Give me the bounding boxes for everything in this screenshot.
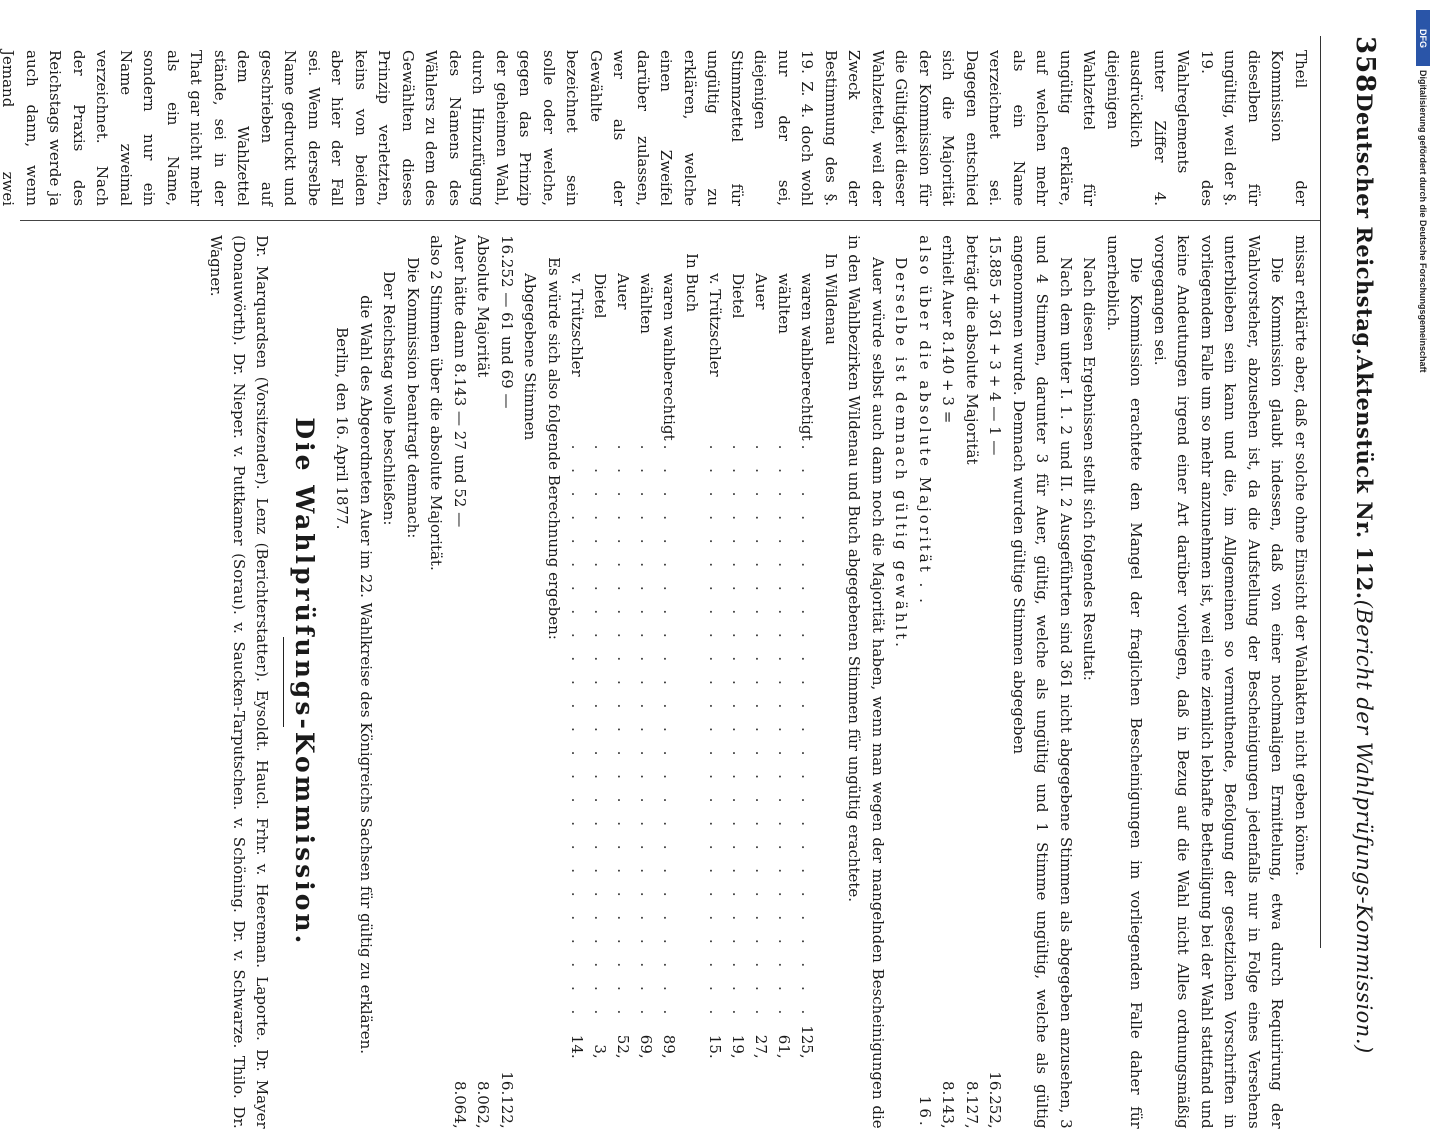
calculation-expression: also über die absolute Majorität . .: [916, 235, 934, 606]
vote-count: 15.: [706, 1034, 725, 1059]
motion-text: die Wahl des Abgeordneten Auer im 22. Wahlkreise des Königreichs Sachsen für gültig zu erklären.: [357, 295, 375, 1055]
calculation-value: 8.062,: [474, 1080, 493, 1129]
vote-label: Auer: [752, 273, 771, 310]
dfg-logo: DFG: [1416, 10, 1430, 66]
vote-count: 3,: [591, 1044, 609, 1059]
calculation-line: [983, 235, 1007, 1129]
vote-row: [796, 235, 819, 1129]
vote-label: wählten: [775, 273, 794, 334]
vote-row: [565, 235, 588, 1129]
leader-dots: . . . . . . . . . . . . . . . . . . . . . . . . .: [614, 444, 632, 1022]
vote-label: waren wahlberechtigt: [798, 273, 817, 441]
calculation-line: [936, 235, 960, 1129]
vote-count: 14.: [568, 1034, 586, 1059]
divider: [284, 637, 285, 727]
vote-row: [634, 235, 657, 1129]
leader-dots: . . . . . . . . . . . . . . . . . . . . . . . . .: [568, 444, 586, 1022]
paragraph: Die Kommission erachtete den Mangel der fraglichen Bescheinigungen im vorliegenden Falle daher für unerheblich.: [1104, 235, 1146, 1129]
calculation-expression: Absolute Majorität: [474, 235, 493, 378]
running-head: [1320, 36, 1380, 1054]
vote-count: 125,: [798, 1025, 817, 1059]
vote-count: 89,: [660, 1034, 678, 1059]
wildenau-vote-table: [704, 235, 819, 1129]
corner-mark: [0, 0, 22, 12]
vote-count: 69,: [637, 1034, 655, 1059]
leader-dots: . . . . . . . . . . . . . . . . . . . . . . . . .: [706, 444, 725, 1022]
paragraph: Die Kommission beantragt demnach:: [404, 257, 422, 539]
vote-row: [611, 235, 634, 1129]
calculation-expression: 16.252 — 61 und 69 —: [498, 235, 516, 409]
vote-count: 61,: [775, 1034, 794, 1059]
vote-count: 52,: [614, 1034, 632, 1059]
credit-text: Digitalisierung gefördert durch die Deutsche Forschungsgemeinschaft: [1418, 70, 1428, 373]
page-number: 358: [1350, 36, 1380, 94]
paragraph: Derselbe ist demnach gültig gewählt.: [892, 257, 911, 650]
vote-group-heading: In Wildenau: [822, 253, 840, 345]
vote-row: [727, 235, 750, 1129]
calculation-value: 8.127,: [963, 1080, 981, 1129]
vote-row: [773, 235, 796, 1129]
leader-dots: . . . . . . . . . . . . . . . . . . . . . . . . .: [752, 444, 771, 1022]
vote-label: v. Trützschler: [568, 273, 586, 377]
leader-dots: . . . . . . . . . . . . . . . . . . . . . . . . .: [798, 444, 817, 1022]
right-column: [20, 221, 1320, 1143]
rotated-page: [0, 12, 1380, 1129]
calculation-label: Abgegebene Stimmen: [521, 273, 540, 441]
buch-vote-table: [565, 235, 680, 1129]
vote-row: [704, 235, 727, 1129]
header-title: Deutscher Reichstag.: [1352, 93, 1377, 356]
leader-dots: . . . . . . . . . . . . . . . . . . . . . . . . .: [729, 444, 748, 1022]
calculation-value: 16.252,: [986, 1071, 1005, 1129]
paragraph: Auer würde selbst auch dann noch die Majorität haben, wenn man wegen der mangelnden Bescheinigungen die in den Wahlbezirken Wildenau und Buch abgegebenen Stimmen für ungültig erachtete.: [845, 235, 887, 1129]
header-document-number: Aktenstück Nr. 112.: [1352, 355, 1377, 600]
vote-row: [588, 235, 611, 1129]
calculation-expression: beträgt die absolute Majorität: [963, 235, 981, 465]
paragraph: missar erklärte aber, daß er solche ohne Einsicht der Wahlakten nicht geben könne.: [1292, 235, 1310, 876]
commission-heading: Die Wahlprüfungs-Kommission.: [290, 417, 319, 947]
calculation-expression: 15.885 + 361 + 3 + 4 — 1 —: [986, 235, 1005, 456]
calculation-line: [495, 235, 519, 1129]
vote-label: Dietel: [729, 273, 748, 319]
calculation-expression: erhielt Auer 8.140 + 3 =: [939, 235, 958, 424]
calculation-expression: Auer hätte dann 8.143 — 27 und 52 —: [451, 235, 469, 528]
calculation-line: [960, 235, 984, 1129]
vote-row: [750, 235, 773, 1129]
leader-dots: . . . . . . . . . . . . . . . . . . . . . . . . .: [775, 444, 794, 1022]
vote-group-heading: In Buch: [683, 253, 702, 313]
vote-row: [657, 235, 680, 1129]
vote-count: 27,: [752, 1034, 771, 1059]
vote-label: Dietel: [591, 273, 609, 319]
vote-label: v. Trützschler: [706, 273, 725, 377]
calculation-value: 16.122,: [498, 1071, 516, 1129]
vote-label: Auer: [614, 273, 632, 310]
vote-label: waren wahlberechtigt: [660, 273, 678, 441]
paragraph: Der Reichstag wolle beschließen:: [380, 271, 399, 526]
header-report-title: (Bericht der Wahlprüfungs-Kommission.): [1352, 599, 1376, 1054]
calculation-line: [448, 235, 472, 1129]
calculation-value: 8.064,: [451, 1080, 469, 1129]
text-columns: [0, 36, 1320, 1129]
date-line: Berlin, den 16. April 1877.: [333, 327, 352, 530]
commission-members: Dr. Marquardsen (Vorsitzender). Lenz (Berichterstatter). Eysoldt. Haucl. Frhr. v. Heereman. Laporte. Dr. Mayer (Donauwörth). Dr. Nieper. v. Puttkamer (Sorau). v. Saucken-Tarputschen. v. Schöning. Dr. v. Schwarze. Thilo. Dr. Wagner.: [207, 235, 272, 1129]
calculation-value: 8.143,: [939, 1080, 958, 1129]
paragraph: Es würde sich also folgende Berechnung ergeben:: [545, 257, 563, 640]
paragraph: Theil der Kommission dieselben für ungültig, weil der §. 19. des Wahlreglements unter Ziffer 4. ausdrücklich diejenigen Wahlzettel für ungültig erkläre, auf welchen mehr als ein Name verzeichnet sei. Dagegen entschied sich die Majorität der Kommission für die Gültigkeit dieser Wahlzettel, weil der Zweck der Bestimmung des §. 19. Z. 4. doch wohl nur der sei, diejenigen Stimmzettel für ungültig zu erklären, welche einen Zweifel darüber zulassen, wer als der Gewählte bezeichnet sein solle oder welche, gegen das Prinzip der geheimen Wahl, durch Hinzufügung des Namens des Wählers zu dem des Gewählten dieses Prinzip verletzten, keins von beiden aber hier der Fall sei. Wenn derselbe Name gedruckt und geschrieben auf dem Wahlzettel stände, sei in der That gar nicht mehr als ein Name, sondern nur ein Name zweimal verzeichnet. Nach der Praxis des Reichstags werde ja auch dann, wenn Jemand zwei: [0, 50, 1310, 207]
calculation-value: 16.: [916, 1095, 934, 1129]
vote-label: wählten: [637, 273, 655, 334]
paragraph: Nach diesen Ergebnissen stellt sich folgendes Resultat:: [1080, 257, 1099, 681]
paragraph: Nach dem unter I. 1. 2 und II. 2 Ausgeführten sind 361 nicht abgegebene Stimmen als abgegeben anzusehen, 3 und 4 Stimmen, darunter 3 für Auer, gültig, welche als ungültig und 1 Stimme ungültig, welche als gültig angenommen wurde. Demnach wurden gültige Stimmen abgegeben: [1010, 235, 1075, 1129]
left-column: [0, 36, 1320, 221]
digitization-credit: [1392, 0, 1432, 1000]
leader-dots: . . . . . . . . . . . . . . . . . . . . . . . . .: [591, 444, 609, 1022]
calculation-conclusion: also 2 Stimmen über die absolute Majorität.: [427, 235, 446, 571]
calculation-line: [913, 235, 937, 1129]
calculation-line: [471, 235, 495, 1129]
leader-dots: . . . . . . . . . . . . . . . . . . . . . . . . .: [660, 444, 678, 1022]
leader-dots: . . . . . . . . . . . . . . . . . . . . . . . . .: [637, 444, 655, 1022]
vote-count: 19,: [729, 1034, 748, 1059]
paragraph: Die Kommission glaubt indessen, daß von einer nochmaligen Ermittelung, etwa durch Requirirung der Wahlvorsteher, abzusehen ist, da die Aufstellung der Bescheinigungen jedenfalls nur in Folge eines Versehens unterblieben sein kann und die, im Allgemeinen so vermuthende, Befolgung der gesetzlichen Vorschriften in vorliegendem Falle um so mehr anzunehmen ist, weil eine ziemlich lebhafte Betheiligung bei der Wahl stattfand und keine Andeutungen irgend einer Art darüber vorliegen, daß in Bezug auf die Wahl nicht Alles ordnungsmäßig vorgegangen sei.: [1151, 235, 1287, 1129]
